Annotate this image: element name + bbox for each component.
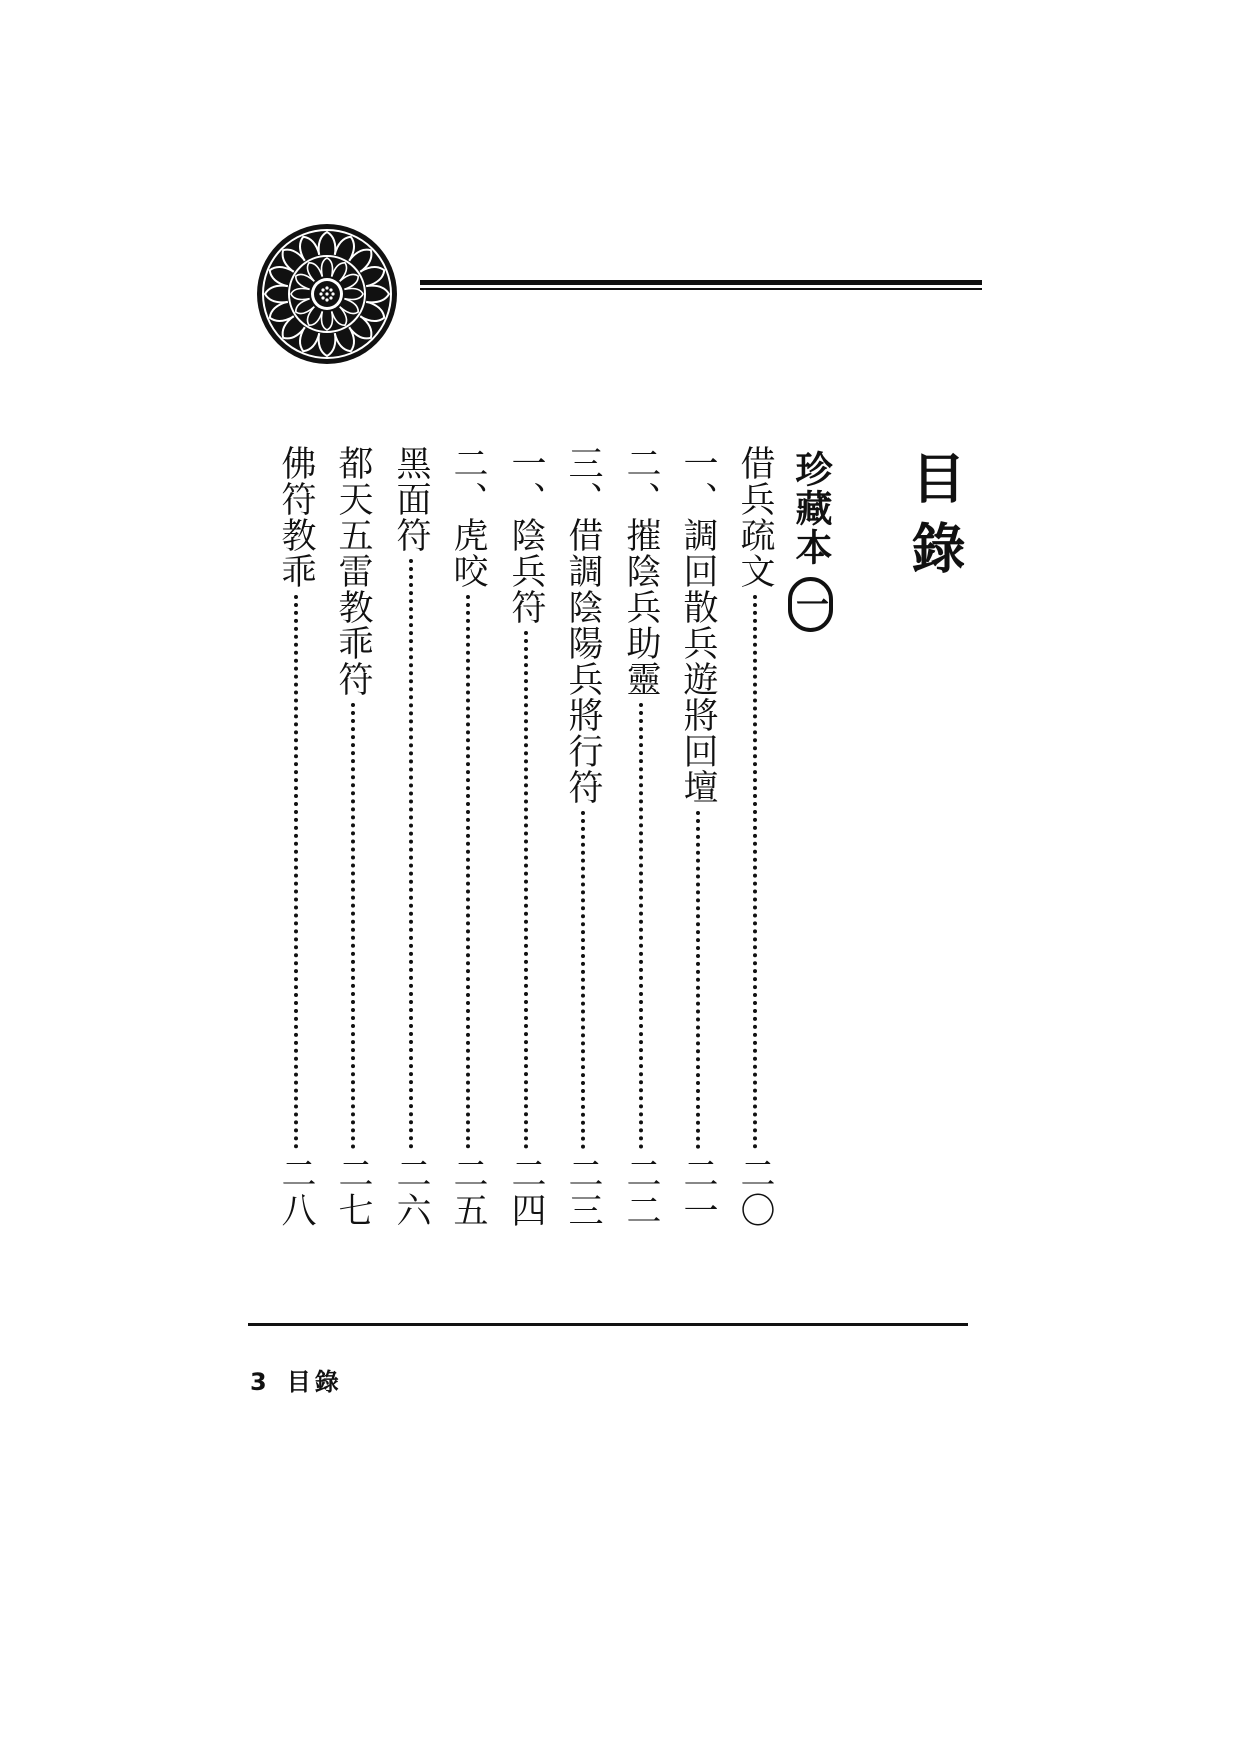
header-rule xyxy=(420,280,982,292)
lotus-seed xyxy=(329,288,332,291)
toc-entry[interactable] xyxy=(620,445,662,1255)
toc-entry-page: 二二 xyxy=(621,1155,661,1229)
page-title: 目錄 xyxy=(903,450,966,590)
toc-entry-page: 二一 xyxy=(678,1155,718,1229)
toc-entry-page: 二五 xyxy=(448,1155,488,1229)
leader-dots xyxy=(351,703,355,1149)
toc-entry-page: 二〇 xyxy=(735,1155,775,1229)
toc-entry-page: 二三 xyxy=(563,1155,603,1229)
toc-entry-label: 黑面符 xyxy=(391,445,431,553)
lotus-seed xyxy=(325,298,328,301)
toc-entry-label: 都天五雷教乖符 xyxy=(333,445,373,697)
toc-entry-page: 二四 xyxy=(506,1155,546,1229)
toc-entry[interactable] xyxy=(447,445,489,1255)
lotus-seed xyxy=(329,296,332,299)
running-title: 目錄 xyxy=(286,1368,343,1396)
leader-dots xyxy=(639,703,643,1149)
toc-entry[interactable] xyxy=(562,445,604,1255)
lotus-seed xyxy=(325,286,328,289)
toc-entry-page: 二八 xyxy=(276,1155,316,1229)
lotus-seed xyxy=(331,292,334,295)
toc-entry-label: 二、摧陰兵助靈 xyxy=(621,445,661,697)
lotus-seed xyxy=(321,296,324,299)
toc-entry[interactable] xyxy=(332,445,374,1255)
leader-dots xyxy=(466,595,470,1149)
leader-dots xyxy=(409,559,413,1149)
section-label: 珍藏本 xyxy=(789,450,832,567)
header-rule-thick xyxy=(420,280,982,285)
toc-entry-label: 一、調回散兵遊將回壇 xyxy=(678,445,718,805)
toc-entry-page: 二六 xyxy=(391,1155,431,1229)
leader-dots xyxy=(524,631,528,1149)
section-volume: 一 xyxy=(788,577,833,632)
toc-entry[interactable] xyxy=(390,445,432,1255)
lotus-ornament-icon xyxy=(255,222,399,366)
toc-entry-label: 二、虎咬 xyxy=(448,445,488,589)
toc-entry-label: 一、陰兵符 xyxy=(506,445,546,625)
toc-entry-label: 借兵疏文 xyxy=(735,445,775,589)
footer-rule xyxy=(248,1323,968,1326)
toc-entry-page: 二七 xyxy=(333,1155,373,1229)
lotus-seed xyxy=(319,292,322,295)
toc-entry[interactable] xyxy=(275,445,317,1255)
lotus-seed xyxy=(325,292,328,295)
toc-entry-label: 佛符教乖 xyxy=(276,445,316,589)
toc-entry[interactable] xyxy=(505,445,547,1255)
toc-entry-label: 三、借調陰陽兵將行符 xyxy=(563,445,603,805)
lotus-seed xyxy=(321,288,324,291)
running-footer xyxy=(250,1362,343,1397)
page-number: 3 xyxy=(250,1368,271,1396)
header-rule-thin xyxy=(420,288,982,290)
leader-dots xyxy=(696,811,700,1149)
toc-entry[interactable] xyxy=(734,445,776,1255)
toc-entry[interactable] xyxy=(677,445,719,1255)
leader-dots xyxy=(294,595,298,1149)
leader-dots xyxy=(581,811,585,1149)
leader-dots xyxy=(753,595,757,1149)
section-heading xyxy=(788,450,833,632)
